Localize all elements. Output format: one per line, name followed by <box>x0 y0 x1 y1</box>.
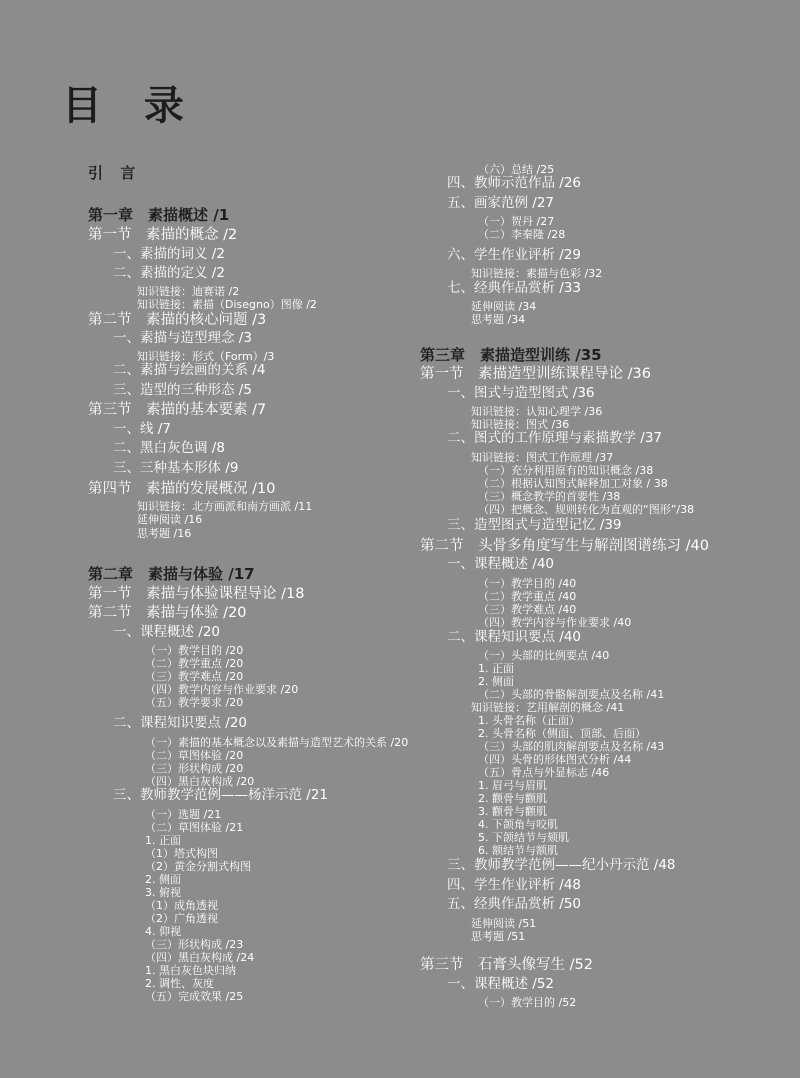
toc-entry-item: 一、素描的词义 /2 <box>113 246 225 262</box>
toc-entry-item: 三、造型的三种形态 /5 <box>113 382 252 398</box>
toc-entry-item: 一、课程概述 /20 <box>113 624 221 640</box>
toc-entry-sub: 2. 头骨名称（侧面、顶部、后面） <box>478 727 646 740</box>
toc-entry-link: 知识链接：艺用解剖的概念 /41 <box>471 701 625 714</box>
toc-entry-chapter: 第三章 素描造型训练 /35 <box>420 346 602 364</box>
toc-entry-sub: （二）教学重点 /20 <box>145 657 244 670</box>
toc-entry-item: 二、黑白灰色调 /8 <box>113 440 225 456</box>
toc-entry-link: 知识链接：认知心理学 /36 <box>471 405 603 418</box>
toc-entry-sub: 5. 下颌结节与颏肌 <box>478 831 569 844</box>
toc-entry-sub: 6. 额结节与额肌 <box>478 844 558 857</box>
toc-entry-sub: 1. 眉弓与眉肌 <box>478 779 547 792</box>
toc-entry-sub: 1. 头骨名称（正面） <box>478 714 580 727</box>
toc-entry-sub: （二）草图体验 /20 <box>145 749 244 762</box>
toc-entry-sub: （三）形状构成 /23 <box>145 938 244 951</box>
toc-entry-section: 第一节 素描的概念 /2 <box>88 227 238 243</box>
toc-entry-item: 七、经典作品赏析 /33 <box>447 280 582 296</box>
toc-entry-link: 知识链接：素描与色彩 /32 <box>471 267 603 280</box>
toc-entry-sub: （四）教学内容与作业要求 /40 <box>478 616 632 629</box>
toc-entry-section: 第二节 素描的核心问题 /3 <box>88 312 267 328</box>
toc-entry-item: 二、图式的工作原理与素描教学 /37 <box>447 430 663 446</box>
toc-entry-sub: 2. 调性、灰度 <box>145 977 214 990</box>
toc-entry-item: 一、课程概述 /40 <box>447 556 555 572</box>
toc-entry-sub: （五）完成效果 /25 <box>145 990 244 1003</box>
toc-entry-link: 知识链接：形式（Form）/3 <box>137 350 275 363</box>
toc-entry-sub: （二）李秦隆 /28 <box>478 228 566 241</box>
toc-entry-sub: （一）教学目的 /40 <box>478 577 577 590</box>
toc-entry-questions: 思考题 /16 <box>137 527 192 540</box>
toc-entry-chapter: 第一章 素描概述 /1 <box>88 206 230 224</box>
toc-entry-sub: 2. 侧面 <box>478 675 514 688</box>
toc-entry-intro: 引 言 <box>88 164 142 182</box>
toc-entry-section: 第三节 石膏头像写生 /52 <box>420 957 593 973</box>
toc-entry-sub: （一）教学目的 /20 <box>145 644 244 657</box>
page-title: 目 录 <box>62 83 198 129</box>
toc-entry-item: 四、教师示范作品 /26 <box>447 175 582 191</box>
toc-entry-sub: 1. 正面 <box>478 662 514 675</box>
toc-entry-item: 四、学生作业评析 /48 <box>447 877 582 893</box>
toc-entry-link: 知识链接：图式工作原理 /37 <box>471 451 614 464</box>
toc-entry-sub: 4. 下颌角与咬肌 <box>478 818 558 831</box>
toc-entry-sub: （二）头部的骨骼解剖要点及名称 /41 <box>478 688 665 701</box>
toc-entry-sub: （五）骨点与外显标志 /46 <box>478 766 610 779</box>
toc-entry-sub: （一）选题 /21 <box>145 808 222 821</box>
toc-entry-sub: （三）概念教学的首要性 /38 <box>478 490 621 503</box>
toc-entry-item: 六、学生作业评析 /29 <box>447 247 582 263</box>
toc-entry-section: 第三节 素描的基本要素 /7 <box>88 402 267 418</box>
toc-entry-reading: 延伸阅读 /16 <box>137 513 203 526</box>
toc-entry-sub: （二）教学重点 /40 <box>478 590 577 603</box>
toc-entry-item: 一、课程概述 /52 <box>447 976 555 992</box>
toc-entry-sub: 3. 俯视 <box>145 886 181 899</box>
toc-entry-item: 一、图式与造型图式 /36 <box>447 385 595 401</box>
toc-entry-section: 第四节 素描的发展概况 /10 <box>88 481 276 497</box>
toc-entry-sub: （1）成角透视 <box>145 899 218 912</box>
toc-entry-sub: 2. 侧面 <box>145 873 181 886</box>
toc-entry-questions: 思考题 /34 <box>471 313 526 326</box>
toc-entry-sub: 4. 仰视 <box>145 925 181 938</box>
toc-entry-sub: （一）贺丹 /27 <box>478 215 555 228</box>
toc-entry-sub: 3. 颧骨与颧肌 <box>478 805 547 818</box>
toc-entry-item: 二、素描的定义 /2 <box>113 265 225 281</box>
toc-entry-section: 第一节 素描造型训练课程导论 /36 <box>420 366 651 382</box>
toc-entry-sub: （三）教学难点 /20 <box>145 670 244 683</box>
toc-entry-section: 第二节 素描与体验 /20 <box>88 605 247 621</box>
toc-entry-link: 知识链接：北方画派和南方画派 /11 <box>137 500 313 513</box>
toc-entry-chapter: 第二章 素描与体验 /17 <box>88 565 255 583</box>
toc-entry-sub: （三）头部的肌肉解剖要点及名称 /43 <box>478 740 665 753</box>
toc-entry-sub: （二）根据认知图式解释加工对象 / 38 <box>478 477 668 490</box>
toc-entry-sub: （一）素描的基本概念以及素描与造型艺术的关系 /20 <box>145 736 409 749</box>
toc-entry-sub: （一）教学目的 /52 <box>478 996 577 1009</box>
toc-entry-sub: （四）教学内容与作业要求 /20 <box>145 683 299 696</box>
toc-entry-sub: （2）广角透视 <box>145 912 218 925</box>
toc-entry-sub: （一）充分利用原有的知识概念 /38 <box>478 464 654 477</box>
toc-entry-sub: 1. 正面 <box>145 834 181 847</box>
toc-entry-sub: （三）教学难点 /40 <box>478 603 577 616</box>
toc-entry-sub: （四）黑白灰构成 /20 <box>145 775 255 788</box>
toc-entry-sub: （1）塔式构图 <box>145 847 218 860</box>
toc-entry-link: 知识链接：迪赛诺 /2 <box>137 285 240 298</box>
toc-entry-sub: 2. 颧骨与颧肌 <box>478 792 547 805</box>
toc-entry-reading: 延伸阅读 /34 <box>471 300 537 313</box>
toc-entry-sub: （四）头骨的形体图式分析 /44 <box>478 753 632 766</box>
toc-entry-sub: （2）黄金分割式构图 <box>145 860 251 873</box>
toc-entry-sub: （四）黑白灰构成 /24 <box>145 951 255 964</box>
toc-entry-link: 知识链接：图式 /36 <box>471 418 570 431</box>
toc-entry-sub: （三）形状构成 /20 <box>145 762 244 775</box>
toc-entry-item: 一、素描与造型理念 /3 <box>113 330 252 346</box>
toc-entry-item: 一、线 /7 <box>113 421 171 437</box>
toc-entry-reading: 延伸阅读 /51 <box>471 917 537 930</box>
toc-entry-sub: 1. 黑白灰色块归纳 <box>145 964 236 977</box>
toc-entry-section: 第一节 素描与体验课程导论 /18 <box>88 586 305 602</box>
toc-entry-item: 三、教师教学范例——纪小丹示范 /48 <box>447 857 676 873</box>
toc-entry-sub: （二）草图体验 /21 <box>145 821 244 834</box>
toc-entry-sub: （六）总结 /25 <box>478 163 555 176</box>
toc-entry-item: 三、三种基本形体 /9 <box>113 460 239 476</box>
toc-entry-section: 第二节 头骨多角度写生与解剖图谱练习 /40 <box>420 538 709 554</box>
toc-entry-item: 三、造型图式与造型记忆 /39 <box>447 517 622 533</box>
toc-entry-questions: 思考题 /51 <box>471 930 526 943</box>
toc-entry-sub: （四）把概念、规则转化为直观的“图形”/38 <box>478 503 695 516</box>
toc-entry-item: 五、经典作品赏析 /50 <box>447 896 582 912</box>
toc-entry-item: 二、课程知识要点 /20 <box>113 715 248 731</box>
toc-entry-item: 二、课程知识要点 /40 <box>447 629 582 645</box>
toc-entry-link: 知识链接：素描（Disegno）图像 /2 <box>137 298 317 311</box>
toc-entry-sub: （五）教学要求 /20 <box>145 696 244 709</box>
toc-entry-item: 二、素描与绘画的关系 /4 <box>113 362 266 378</box>
toc-entry-item: 三、教师教学范例——杨洋示范 /21 <box>113 787 329 803</box>
toc-entry-sub: （一）头部的比例要点 /40 <box>478 649 610 662</box>
toc-entry-item: 五、画家范例 /27 <box>447 195 555 211</box>
